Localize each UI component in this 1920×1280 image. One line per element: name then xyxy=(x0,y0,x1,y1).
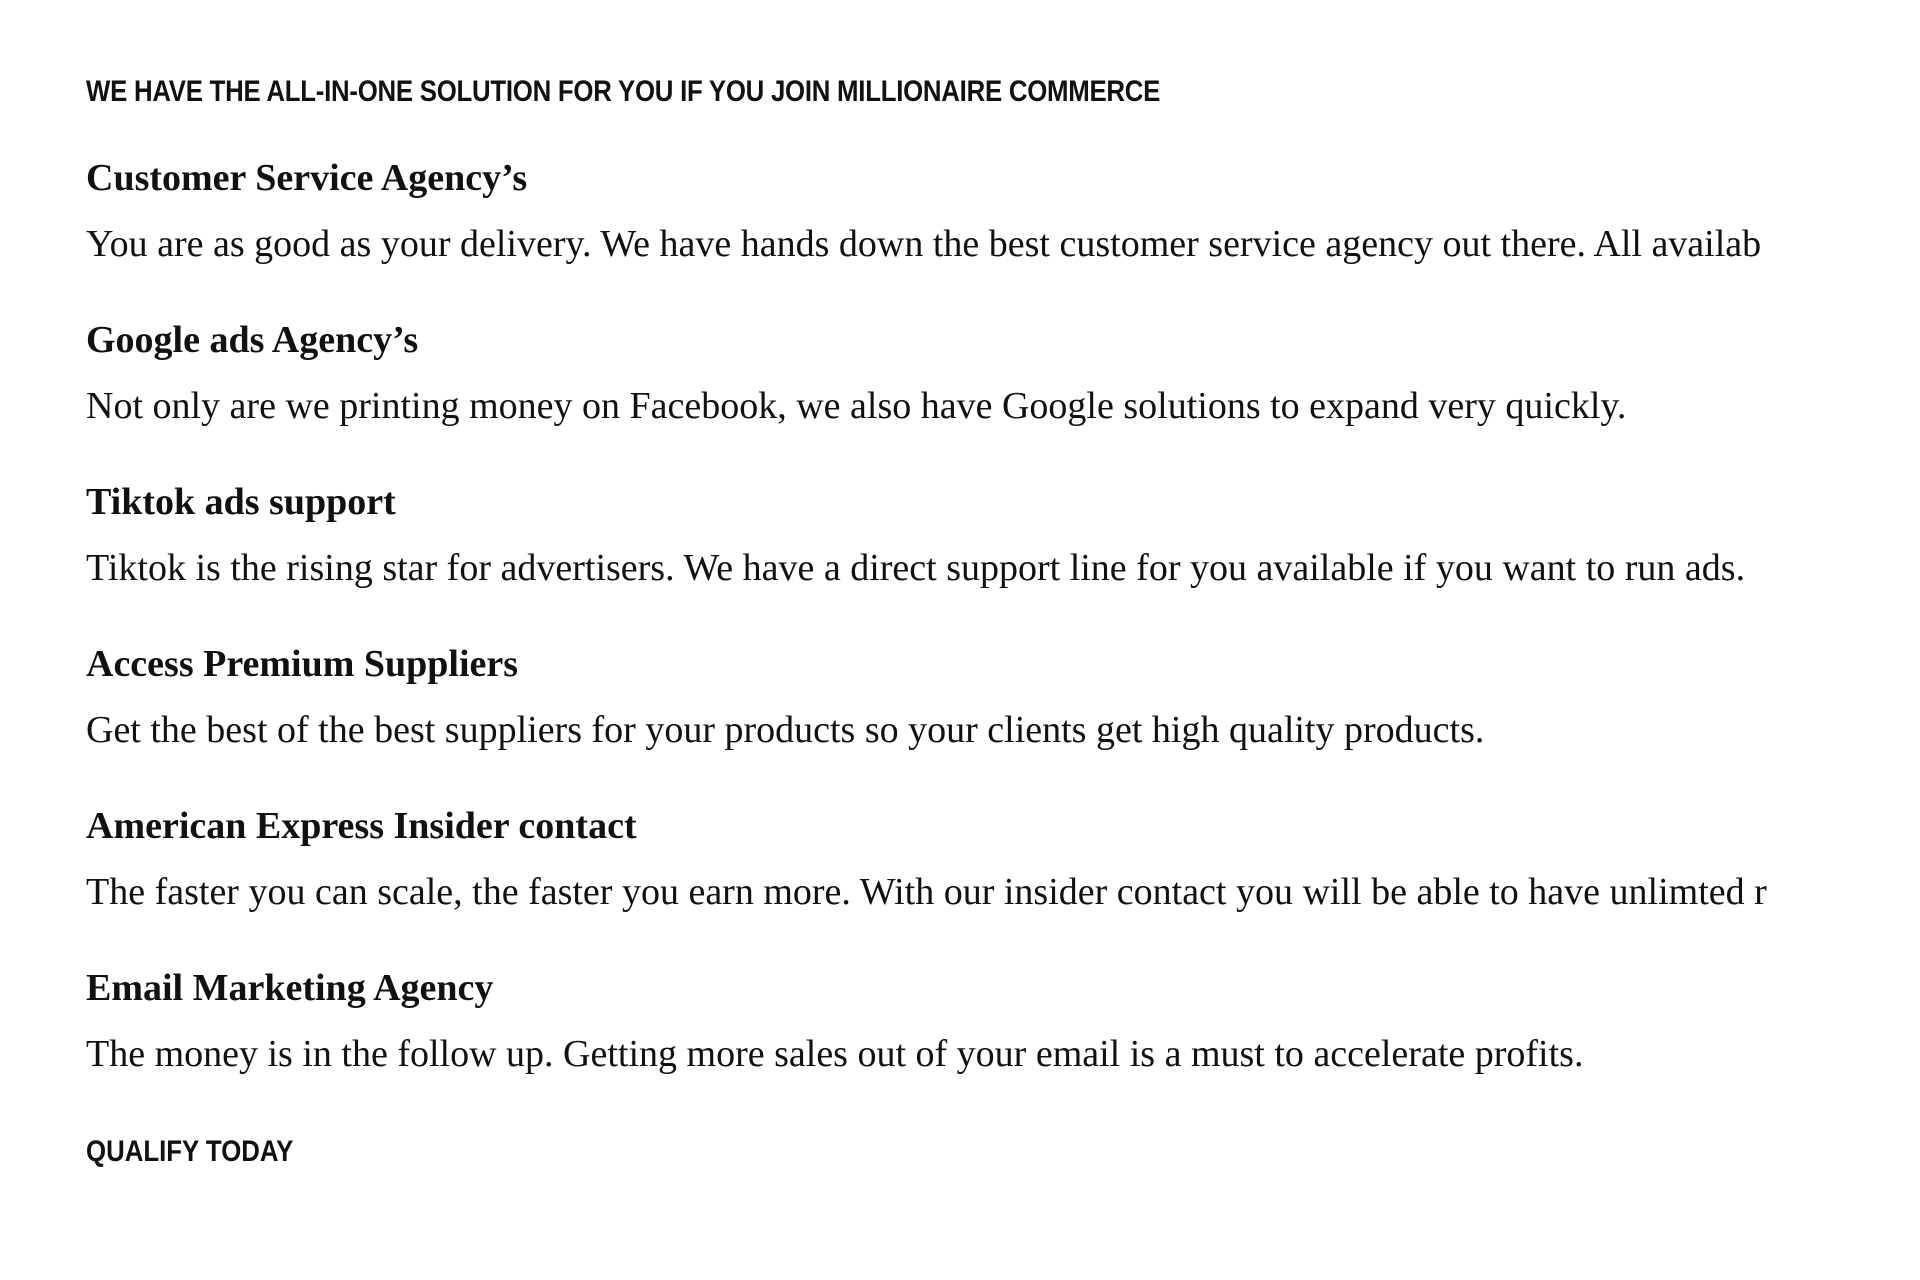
feature-item-email-marketing xyxy=(86,960,1920,1122)
feature-item-tiktok-ads xyxy=(86,474,1920,636)
feature-description: Not only are we printing money on Facebook, we also have Google solutions to expand very quickly. xyxy=(86,385,1627,427)
feature-description: The money is in the follow up. Getting more sales out of your email is a must to accelerate profits. xyxy=(86,1033,1584,1075)
feature-item-google-ads xyxy=(86,312,1920,474)
feature-title: Google ads Agency’s xyxy=(86,319,419,361)
feature-title: Access Premium Suppliers xyxy=(86,643,519,685)
feature-description: You are as good as your delivery. We have hands down the best customer service agency out there. All availab xyxy=(86,223,1762,265)
feature-title: Email Marketing Agency xyxy=(86,967,494,1009)
feature-title: Tiktok ads support xyxy=(86,481,396,523)
section-headline: WE HAVE THE ALL-IN-ONE SOLUTION FOR YOU IF YOU JOIN MILLIONAIRE COMMERCE xyxy=(86,75,1161,108)
feature-title: American Express Insider contact xyxy=(86,805,637,847)
feature-title: Customer Service Agency’s xyxy=(86,157,528,199)
feature-item-premium-suppliers xyxy=(86,636,1920,798)
qualify-today-link[interactable]: QUALIFY TODAY xyxy=(86,1135,294,1168)
feature-item-amex-contact xyxy=(86,798,1920,960)
feature-description: Get the best of the best suppliers for your products so your clients get high quality products. xyxy=(86,709,1485,751)
feature-description: Tiktok is the rising star for advertisers. We have a direct support line for you available if you want to run ads. xyxy=(86,547,1746,589)
feature-list xyxy=(86,150,1920,1122)
feature-item-customer-service xyxy=(86,150,1920,312)
feature-description: The faster you can scale, the faster you earn more. With our insider contact you will be able to have unlimted r xyxy=(86,871,1767,913)
